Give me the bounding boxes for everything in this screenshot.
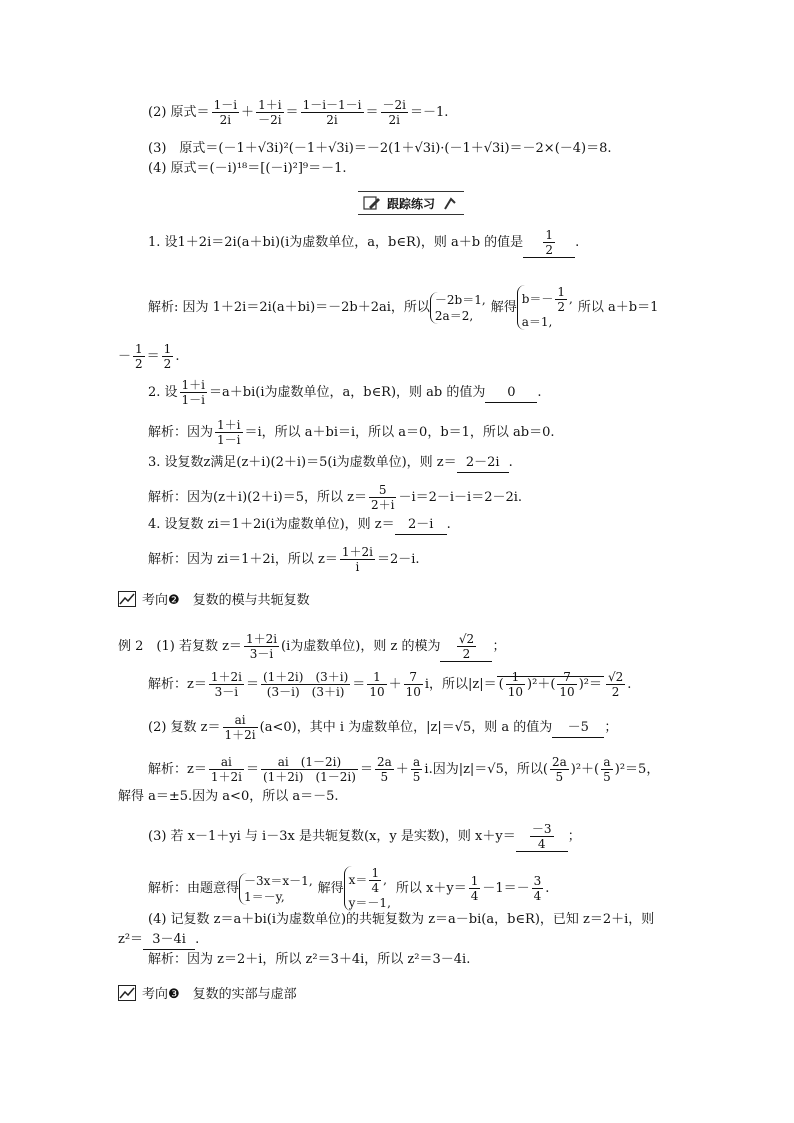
solution-2: 解析：因为 $\frac{1+i}{1-i}$ ＝i，所以 a＋bi＝i，所以 a＝0，b＝1，所以 ab＝0. bbox=[148, 418, 555, 447]
answer-blank-1: $\frac{1}{2}$ bbox=[523, 228, 575, 258]
example-2-solution-2-cont: 解得 a＝±5.因为 a<0，所以 a＝－5. bbox=[118, 789, 339, 804]
question-4: 4. 设复数 zi＝1＋2i(i为虚数单位)，则 z＝ 2－i . bbox=[148, 516, 451, 535]
answer-blank-ex2-2: －5 bbox=[552, 719, 604, 738]
trend-icon bbox=[118, 985, 136, 1001]
answer-blank-ex2-4: 3－4i bbox=[143, 931, 195, 950]
section-heading-2: 考向❷ 复数的模与共轭复数 bbox=[118, 589, 310, 608]
solution-line-3: (3) 原式＝(－1＋√3i)²(－1＋√3i)＝－2(1＋√3i)·(－1＋√3i)＝－2×(－4)＝8. bbox=[148, 141, 612, 156]
trend-icon bbox=[118, 591, 136, 607]
example-2-part-4: (4) 记复数 z＝a＋bi(i为虚数单位)的共轭复数为 z＝a－bi(a，b∈R)，已知 z＝2＋i，则 bbox=[148, 912, 655, 927]
solution-3: 解析：因为(z＋i)(2＋i)＝5，所以 z＝ $\frac{5}{2+i}$ －i＝2－i－i＝2－2i. bbox=[148, 483, 523, 512]
solution-line-2: (2) 原式＝ $\frac{1-i}{2i}$ ＋ $\frac{1+i}{-2i}$ ＝ $\frac{1-i-1-i}{2i}$ ＝ $\frac{-2i}{2i}$ ＝－1. bbox=[148, 98, 449, 127]
example-2-solution-3: 解析：由题意得－3x＝x－1, 1＝－y,解得x＝ $\frac{1}{4}$ , y＝－1,所以 x＋y＝ $\frac{1}{4}$ －1＝－ $\frac{3}{4}$ . bbox=[148, 866, 550, 910]
question-2: 2. 设 $\frac{1+i}{1-i}$ ＝a＋bi(i为虚数单位，a，b∈R)，则 ab 的值为 0 . bbox=[148, 378, 542, 407]
example-2-solution-1: 解析：z＝ $\frac{1+2i}{3-i}$ ＝ $\frac{(1+2i) (3+i)}{(3-i) (3+i)}$ ＝ $\frac{1}{10}$ ＋ $\frac{7}{10}$ i，所以|z|＝ ( $\frac{1}{10}$ )²＋( $\frac{7}{10}$ )²＝ $\frac{√2}{2}$ . bbox=[148, 670, 632, 699]
example-2-part-2: (2) 复数 z＝ $\frac{ai}{1+2i}$ (a<0)，其中 i 为虚数单位，|z|＝√5，则 a 的值为 －5 ； bbox=[148, 713, 618, 742]
question-3: 3. 设复数z满足(z＋i)(2＋i)＝5(i为虚数单位)，则 z＝ 2－2i . bbox=[148, 454, 513, 473]
follow-practice-badge bbox=[358, 191, 464, 215]
badge-label: 跟踪练习 bbox=[386, 196, 435, 211]
question-1: 1. 设1＋2i＝2i(a＋bi)(i为虚数单位，a，b∈R)，则 a＋b 的值是 $\frac{1}{2}$ . bbox=[148, 228, 580, 257]
example-2-part-4-cont: z²＝ 3－4i . bbox=[118, 931, 199, 950]
answer-blank-3: 2－2i bbox=[457, 454, 509, 473]
example-2-solution-2: 解析：z＝ $\frac{ai}{1+2i}$ ＝ $\frac{ai (1-2i)}{(1+2i) (1-2i)}$ ＝ $\frac{2a}{5}$ ＋ $\frac{a}{5}$ i.因为|z|＝√5，所以( $\frac{2a}{5}$ )²＋( $\frac{a}{5}$ )²＝5， bbox=[148, 755, 660, 784]
solution-1-cont: － $\frac{1}{2}$ ＝ $\frac{1}{2}$ . bbox=[118, 342, 180, 371]
arrow-icon bbox=[441, 195, 459, 211]
answer-blank-2: 0 bbox=[485, 384, 537, 403]
example-2-solution-4: 解析：因为 z＝2＋i，所以 z²＝3＋4i，所以 z²＝3－4i. bbox=[148, 952, 471, 967]
pen-icon bbox=[363, 195, 381, 211]
solution-line-4: (4) 原式＝(－i)¹⁸＝[(－i)²]⁹＝－1. bbox=[148, 161, 347, 176]
solution-4: 解析：因为 zi＝1＋2i，所以 z＝ $\frac{1+2i}{i}$ ＝2－i. bbox=[148, 545, 420, 574]
answer-blank-ex2-1: $\frac{√2}{2}$ bbox=[440, 632, 492, 662]
answer-blank-4: 2－i bbox=[395, 516, 447, 535]
example-2-part-3: (3) 若 x－1＋yi 与 i－3x 是共轭复数(x，y 是实数)，则 x＋y＝ $\frac{-3}{4}$ ； bbox=[148, 822, 581, 851]
answer-blank-ex2-3: $\frac{-3}{4}$ bbox=[516, 822, 568, 852]
example-2-part-1: 例 2 (1) 若复数 z＝ $\frac{1+2i}{3-i}$ (i为虚数单位)，则 z 的模为 $\frac{√2}{2}$ ； bbox=[118, 632, 506, 661]
section-heading-3: 考向❸ 复数的实部与虚部 bbox=[118, 983, 297, 1002]
solution-1: 解析: 因为 1＋2i＝2i(a＋bi)＝－2b＋2ai，所以－2b＝1, 2a＝2,解得b＝－ $\frac{1}{2}$ , a＝1,所以 a＋b＝1 bbox=[148, 285, 659, 329]
